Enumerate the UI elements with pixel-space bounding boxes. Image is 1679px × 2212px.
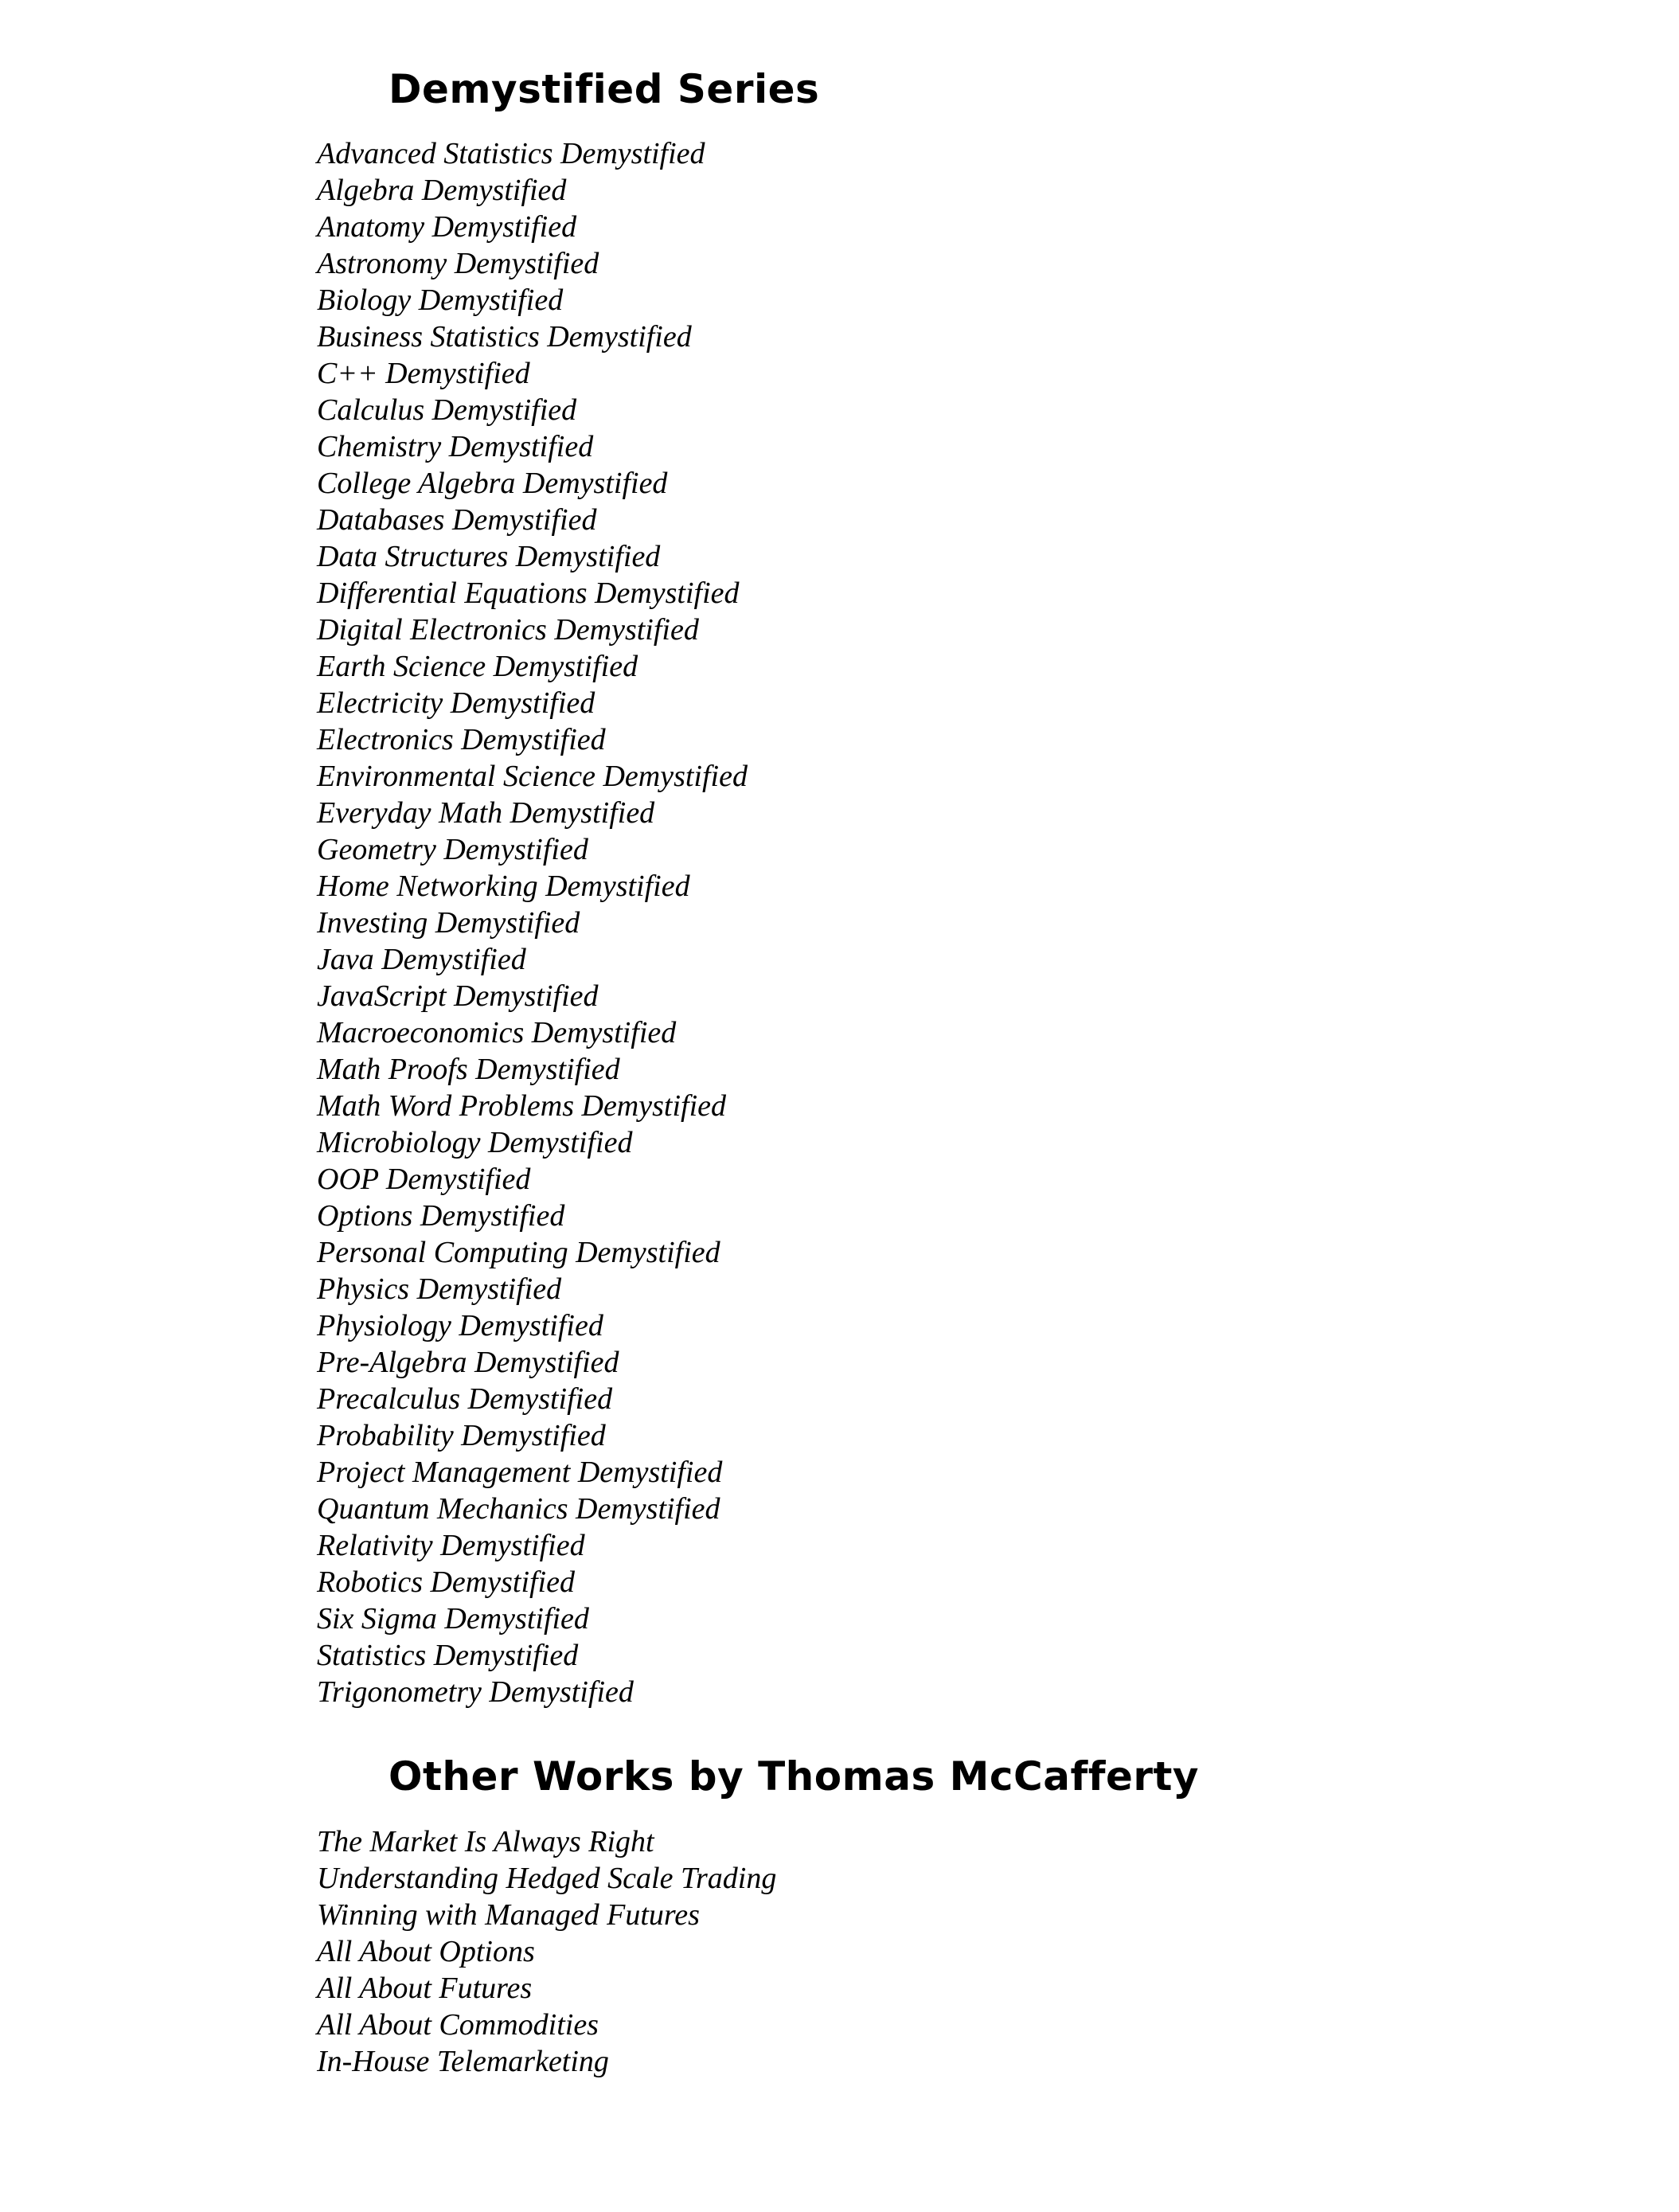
book-title: Java Demystified [317,943,526,976]
book-title: Earth Science Demystified [317,650,638,683]
demystified-series-list [317,135,748,1710]
other-works-list [317,1823,776,2080]
book-title: Environmental Science Demystified [317,760,748,793]
book-title: Digital Electronics Demystified [317,613,699,647]
book-title: Statistics Demystified [317,1639,579,1672]
book-title: Winning with Managed Futures [317,1898,700,1932]
book-title: Understanding Hedged Scale Trading [317,1862,777,1895]
other-works-heading: Other Works by Thomas McCafferty [389,1753,1200,1800]
book-title: Differential Equations Demystified [317,576,740,610]
book-title: College Algebra Demystified [317,467,668,500]
demystified-series-heading: Demystified Series [389,66,820,112]
book-title: Precalculus Demystified [317,1382,613,1416]
book-title: Project Management Demystified [317,1456,723,1489]
book-title: Biology Demystified [317,283,564,317]
book-title: Geometry Demystified [317,833,588,866]
book-title: Options Demystified [317,1199,565,1233]
book-title: The Market Is Always Right [317,1825,654,1858]
book-title: Macroeconomics Demystified [317,1016,677,1049]
book-title: JavaScript Demystified [317,979,599,1013]
book-title: C++ Demystified [317,357,530,390]
book-title: Anatomy Demystified [317,210,577,244]
book-title: Six Sigma Demystified [317,1602,589,1636]
book-title: Microbiology Demystified [317,1126,633,1159]
book-title: In-House Telemarketing [317,2045,609,2078]
book-title: Home Networking Demystified [317,870,690,903]
book-title: All About Futures [317,1972,533,2005]
book-title: Algebra Demystified [317,174,567,207]
book-title: All About Options [317,1935,535,1968]
book-title: Relativity Demystified [317,1529,585,1562]
book-title: Databases Demystified [317,503,597,537]
book-title: Chemistry Demystified [317,430,594,463]
book-title: Data Structures Demystified [317,540,661,573]
book-title: Robotics Demystified [317,1565,575,1599]
book-title: Math Proofs Demystified [317,1053,620,1086]
book-title: OOP Demystified [317,1163,531,1196]
book-title: Pre-Algebra Demystified [317,1346,619,1379]
book-title: Everyday Math Demystified [317,796,655,830]
book-title: Personal Computing Demystified [317,1236,720,1269]
book-title: Investing Demystified [317,906,580,940]
book-title: Calculus Demystified [317,393,577,427]
book-title: Physics Demystified [317,1272,562,1306]
book-title: Business Statistics Demystified [317,320,692,354]
book-title: Math Word Problems Demystified [317,1089,727,1123]
book-title: Advanced Statistics Demystified [317,137,705,170]
book-title: Trigonometry Demystified [317,1675,634,1709]
book-title: Probability Demystified [317,1419,606,1452]
book-title: Quantum Mechanics Demystified [317,1492,720,1526]
book-title: Physiology Demystified [317,1309,603,1342]
book-title: Electronics Demystified [317,723,606,756]
book-title: All About Commodities [317,2008,599,2042]
book-title: Astronomy Demystified [317,247,599,280]
book-title: Electricity Demystified [317,686,595,720]
